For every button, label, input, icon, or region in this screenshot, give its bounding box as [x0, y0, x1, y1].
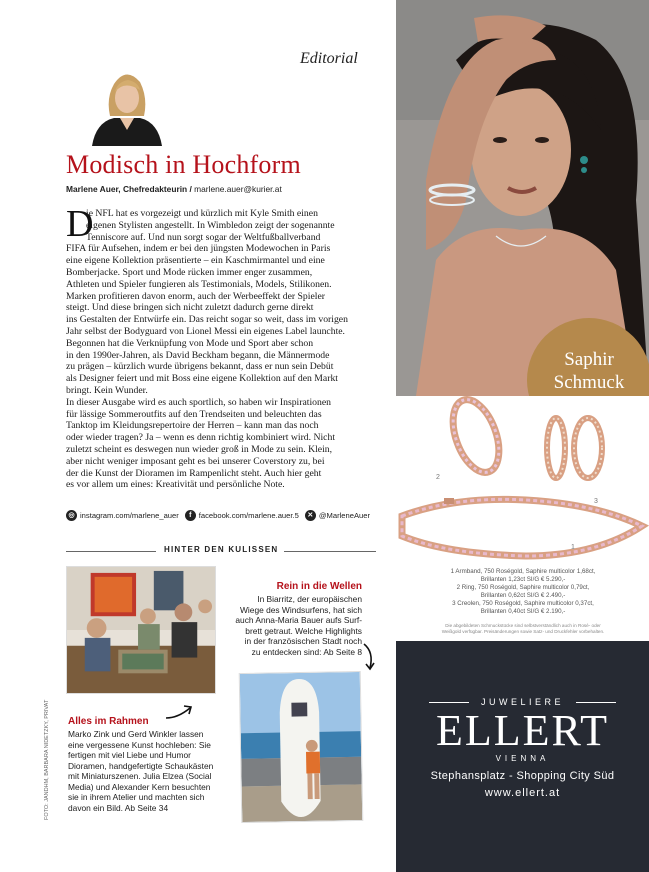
badge-line1: Saphir — [564, 349, 614, 370]
item-number-3: 3 — [594, 498, 598, 505]
body-line: Marken profitieren davon enorm, auch der Werbeeffekt der Spieler — [66, 290, 325, 302]
brand-location: Stephansplatz - Shopping City Süd — [430, 770, 615, 782]
author-portrait — [84, 64, 168, 146]
caption-line: In Biarritz, der europäischen — [257, 594, 362, 604]
body-line: eine eigene Kollektion präsentierte – ein Kaschmirmantel und eine — [66, 255, 325, 267]
body-line: aber nicht weniger imposant geht es bei unserer Coverstory zu, bei — [66, 455, 325, 467]
instagram-icon: ◎ — [66, 510, 77, 521]
body-line: Bomberjacke. Sport und Mode rücken immer enger zusammen, — [66, 266, 313, 278]
kulissen-header — [66, 545, 376, 557]
product-line: Brillanten 0,62ct SI/G € 2.490,- — [480, 592, 566, 599]
caption-line: auch Anna-Maria Bauer aufs Surf- — [235, 615, 362, 625]
surf-story-title: Rein in die Wellen — [276, 581, 362, 592]
body-line: Tenniscore auf. Und nun sorgt sogar der Weltfußballverband — [86, 231, 321, 243]
badge-text — [527, 348, 649, 394]
caption-line: davon ein Bild. Ab Seite 34 — [68, 802, 169, 813]
body-line: oder wieder tragen? Ja – wenn es denn richtig kombiniert wird. Nicht — [66, 432, 336, 444]
arrow-down-icon — [360, 642, 378, 672]
byline-email[interactable]: marlene.auer@kurier.at — [194, 184, 282, 194]
body-line: Begonnen hat die Verknüpfung von Mode und Sport aber schon — [66, 337, 314, 349]
body-line: für lässige Sommeroutfits auf den Trendseiten und beleuchten das — [66, 408, 322, 420]
disclaimer-line: Weißgold verfügbar. Preisänderungen sowie Satz- und Druckfehler vorbehalten. — [441, 629, 605, 634]
brand-logo: ELLERT — [435, 706, 610, 755]
editorial-section-label: Editorial — [300, 50, 358, 67]
byline-author: Marlene Auer, Chefredakteurin / — [66, 184, 192, 194]
product-line: 1 Armband, 750 Roségold, Saphire multicolor 1,68ct, — [450, 568, 596, 575]
caption-line: Marko Zink und Gerd Winkler lassen — [68, 729, 204, 739]
body-line: zuletzt scheint es deswegen nun wieder groß in Mode zu sein. Klein, — [66, 443, 333, 455]
product-line: 2 Ring, 750 Roségold, Saphire multicolor 0,79ct, — [456, 584, 590, 591]
ellert-ad[interactable] — [396, 641, 649, 872]
product-line: Brillanten 0,40ct SI/G € 2.190,- — [480, 608, 566, 615]
kulissen-title: HINTER DEN KULISSEN — [164, 545, 279, 554]
body-line: der die Kunst der Dioramen im Rampenlicht steht. Auch hier geht — [66, 467, 322, 479]
body-line: FIFA für Aufsehen, indem er bei den jüngsten Modewochen in Paris — [66, 243, 331, 255]
caption-line: sie in ihrem Atelier und machten sich — [68, 792, 205, 802]
body-line: es vor allem um eines: Kreativität und persönliche Note. — [66, 479, 285, 491]
atelier-story-title: Alles im Rahmen — [68, 716, 149, 727]
surf-photo — [239, 671, 364, 823]
caption-line: zu entdecken sind: Ab Seite 8 — [251, 646, 362, 657]
body-line: ins Gestalten der Entwürfe ein. Das reicht sogar so weit, dass im vorigen — [66, 314, 348, 326]
x-icon: ✕ — [305, 510, 316, 521]
badge-line2: Schmuck — [553, 372, 625, 393]
caption-line: Wiege des Windsurfens, hat sich — [240, 604, 362, 615]
instagram-link[interactable] — [66, 510, 179, 521]
surf-story-text — [232, 594, 362, 657]
brand-url[interactable]: www.ellert.at — [484, 787, 561, 799]
surf-story-caption — [232, 581, 362, 657]
editorial-body — [66, 203, 366, 491]
twitter-handle: @MarleneAuer — [318, 510, 370, 520]
caption-line: mit Miniaturszenen. Julia Elzea (Social — [68, 771, 212, 781]
brand-city: VIENNA — [495, 754, 550, 763]
editorial-headline: Modisch in Hochform — [66, 150, 301, 179]
caption-line: in der französischen Stadt noch — [244, 636, 362, 646]
facebook-handle: facebook.com/marlene.auer.5 — [198, 510, 299, 520]
instagram-handle: instagram.com/marlene_auer — [80, 510, 179, 520]
caption-line: eine vergessene Kunst hochleben: Sie — [68, 739, 211, 750]
twitter-link[interactable] — [305, 510, 370, 521]
product-list — [398, 568, 648, 616]
facebook-link[interactable] — [185, 510, 299, 521]
body-line: als Designer feiert und mit Boss eine eigene Kollektion auf den Markt — [66, 373, 338, 385]
body-line: steigt. Und diese bringen sich nicht zuletzt dadurch gerne direkt — [66, 302, 314, 314]
body-line: Tanktop im Kleidungsrepertoire der Herren – kann man das noch — [66, 420, 319, 432]
drop-cap: D — [66, 203, 94, 245]
photo-credit: FOTO: JANDHM, BARBARA NIDETZKY, PRIVAT — [44, 699, 50, 820]
caption-line: brett getraut. Welche Highlights — [245, 625, 362, 636]
atelier-story-text — [68, 729, 228, 813]
facebook-icon: f — [185, 510, 196, 521]
caption-line: Dioramen, handgefertigte Schaukästen — [68, 760, 214, 771]
body-line: eigenen Stylisten angestellt. In Wimbledon zeigt der sogenannte — [86, 219, 335, 231]
body-line: ie NFL hat es vorgezeigt und kürzlich mit Kyle Smith einen — [86, 208, 318, 219]
caption-line: fertigen mit viel Liebe und Humor — [68, 750, 191, 760]
body-line: Athleten und Spieler fungieren als Testimonials, Models, Stilikonen. — [66, 278, 332, 290]
product-line: 3 Creolen, 750 Roségold, Saphire multicolor 0,37ct, — [452, 600, 594, 607]
body-line: in den 1990er-Jahren, als David Beckham begann, die Männermode — [66, 349, 330, 361]
atelier-story-caption — [68, 716, 228, 813]
divider-right — [284, 551, 376, 552]
body-line: bringt. Kein Wunder. — [66, 384, 148, 396]
item-number-1: 1 — [571, 544, 575, 551]
byline — [66, 184, 282, 194]
atelier-photo — [66, 566, 216, 694]
product-line: Brillanten 1,23ct SI/G € 5.290,- — [480, 576, 566, 583]
disclaimer — [398, 623, 648, 635]
social-links — [66, 508, 376, 522]
disclaimer-line: Die abgebildeten Schmuckstücke sind selbstverständlich auch in Rosé- oder — [445, 623, 601, 628]
brand-top: JUWELIERE — [480, 697, 564, 707]
body-line: Jahr selbst der Bodyguard von Lionel Messi ein eigenes Label launchte. — [66, 325, 345, 337]
body-line: zu prägen – kürzlich wurde übrigens bekannt, dass er nun sein Debüt — [66, 361, 334, 373]
divider-left — [66, 551, 156, 552]
body-line: In dieser Ausgabe wird es auch sportlich, so haben wir Inspirationen — [66, 396, 331, 408]
caption-line: Media) und Alexander Kern besuchten — [68, 781, 211, 792]
item-number-2: 2 — [436, 474, 440, 481]
logo-rule-right — [576, 702, 616, 703]
